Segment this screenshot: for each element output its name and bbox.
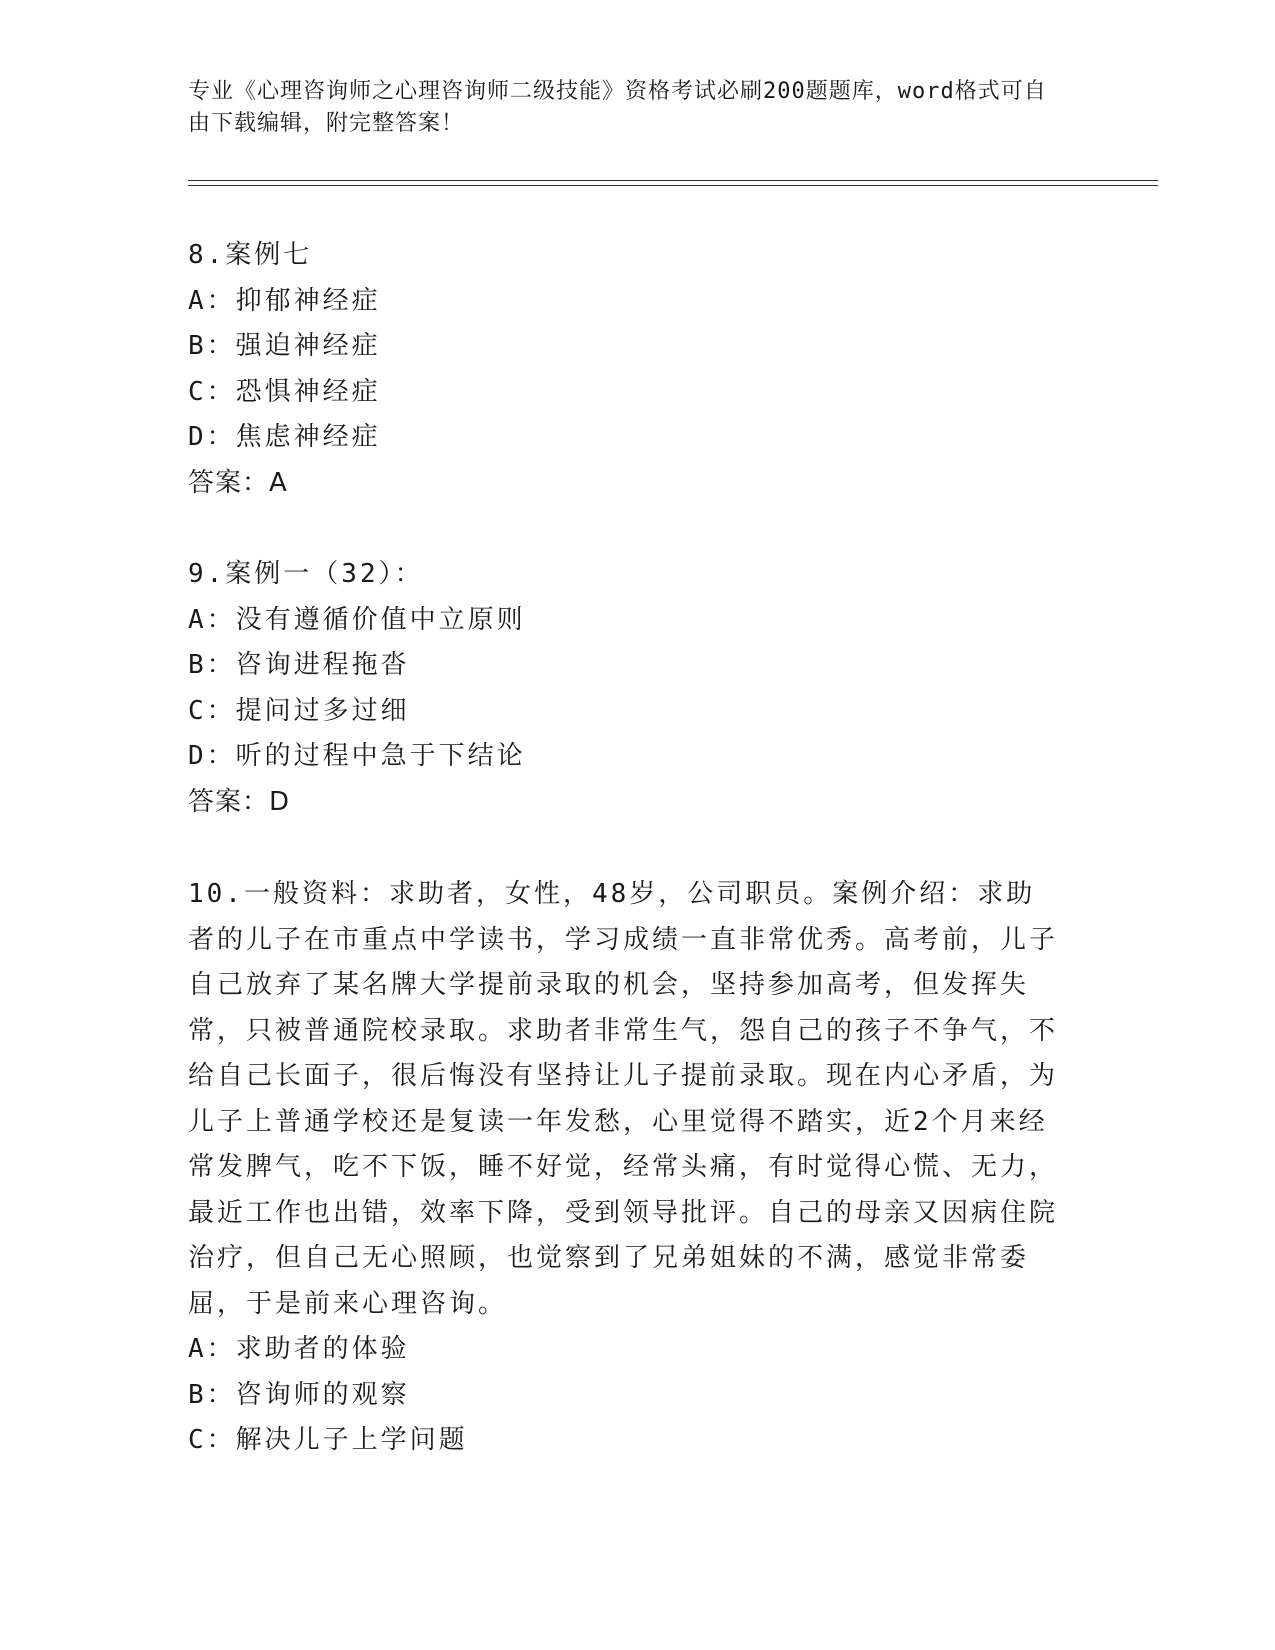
option-c: C：提问过多过细 xyxy=(188,695,410,726)
option-c: C：解决儿子上学问题 xyxy=(188,1425,468,1455)
option-c: C：恐惧神经症 xyxy=(188,376,381,407)
option-b: B：强迫神经症 xyxy=(188,331,381,361)
question-9 xyxy=(188,552,1088,825)
option-d: D：听的过程中急于下结论 xyxy=(188,741,526,771)
option-b: B：咨询进程拖沓 xyxy=(188,650,410,680)
header-divider-bottom xyxy=(188,185,1158,186)
option-a: A：抑郁神经症 xyxy=(188,285,381,316)
question-stem: 8.案例七 xyxy=(188,240,313,270)
question-10 xyxy=(188,872,1058,1464)
answer-line: 答案：A xyxy=(188,467,288,498)
answer-line: 答案：D xyxy=(188,786,291,817)
document-header: 专业《心理咨询师之心理咨询师二级技能》资格考试必刷200题题库，word格式可自由下载编辑，附完整答案！ xyxy=(188,79,1047,136)
header-divider-top xyxy=(188,180,1158,181)
question-8 xyxy=(188,233,1088,506)
option-b: B：咨询师的观察 xyxy=(188,1379,410,1410)
question-stem: 10.一般资料：求助者，女性，48岁，公司职员。案例介绍：求助者的儿子在市重点中学读书，学习成绩一直非常优秀。高考前，儿子自己放弃了某名牌大学提前录取的机会，坚持参加高考，但发挥失常，只被普通院校录取。求助者非常生气，怨自己的孩子不争气，不给自己长面子，很后悔没有坚持让儿子提前录取。现在内心矛盾，为儿子上普通学校还是复读一年发愁，心里觉得不踏实，近2个月来经常发脾气，吃不下饭，睡不好觉，经常头痛，有时觉得心慌、无力，最近工作也出错，效率下降，受到领导批评。自己的母亲又因病住院治疗，但自己无心照顾，也觉察到了兄弟姐妹的不满，感觉非常委屈，于是前来心理咨询。 xyxy=(188,879,1059,1319)
question-stem: 9.案例一（32）： xyxy=(188,559,424,589)
option-a: A：求助者的体验 xyxy=(188,1334,410,1364)
option-d: D：焦虑神经症 xyxy=(188,422,381,452)
option-a: A：没有遵循价值中立原则 xyxy=(188,604,526,635)
